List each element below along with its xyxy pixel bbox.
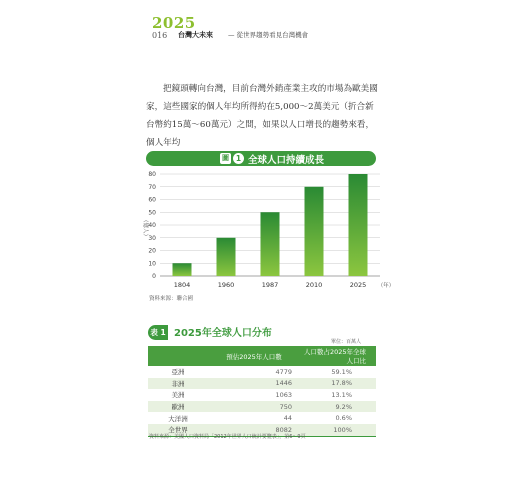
bar-2010: [305, 187, 324, 276]
region-cell: 大洋洲: [168, 414, 188, 423]
share-cell: 0.6%: [335, 414, 352, 423]
table-row: [148, 401, 376, 413]
population-cell: 1446: [208, 378, 300, 390]
y-tick-label: 30: [148, 234, 156, 242]
share-cell: 13.1%: [331, 390, 352, 399]
table-title: 2025年全球人口分布: [174, 328, 272, 339]
body-paragraph: [146, 80, 382, 152]
book-subtitle: — 從世界趨勢看見台灣機會: [228, 31, 309, 39]
figure-banner: [146, 151, 376, 166]
x-tick-label: 2025: [349, 281, 367, 289]
y-tick-label: 10: [148, 260, 156, 268]
y-tick-label: 60: [148, 196, 156, 204]
region-cell: 美洲: [171, 391, 185, 400]
population-cell: 1063: [275, 390, 292, 399]
figure-title: 全球人口持續成長: [248, 155, 325, 166]
share-cell: 9.2%: [300, 401, 376, 413]
table-header-row: [148, 346, 376, 366]
table-row: [148, 378, 376, 390]
bar-2025: [349, 174, 368, 276]
table-row: [148, 412, 376, 424]
x-tick-label: 1987: [261, 281, 279, 289]
population-cell: 44: [283, 414, 292, 423]
figure-number: 1: [233, 153, 244, 164]
population-cell: 8082: [208, 424, 300, 436]
table-header-region: [148, 346, 208, 366]
x-tick-label: 1960: [217, 281, 235, 289]
population-table: [148, 346, 376, 437]
share-cell: 100%: [300, 424, 376, 436]
y-tick-label: 80: [148, 171, 156, 178]
region-cell: 亞洲: [171, 368, 185, 377]
region-cell: 全世界: [148, 424, 208, 436]
x-tick-label: 2010: [305, 281, 323, 289]
population-bar-chart: [130, 166, 400, 294]
table-source: 資料來源：美國人口資料局「2012年世界人口統計要覽表」，第6～9頁: [149, 434, 306, 440]
bar-1987: [261, 212, 280, 276]
table-header-population: 預估2025年人口數: [208, 346, 300, 366]
header-year: 2025: [152, 14, 196, 32]
table-row: [148, 389, 376, 401]
population-cell: 4779: [275, 367, 292, 376]
table-header-share: 人口數占2025年全球人口比: [300, 346, 376, 366]
book-title: 台灣大未來: [178, 31, 213, 39]
share-cell: 59.1%: [331, 367, 352, 376]
figure-badge: 圖: [222, 154, 229, 162]
share-cell: 17.8%: [300, 378, 376, 390]
table-badge: 表 1: [148, 325, 168, 340]
population-cell: 750: [208, 401, 300, 413]
y-axis-label: （億人）: [142, 216, 148, 240]
table-row: [148, 366, 376, 378]
page-number: 016: [152, 31, 168, 40]
bar-1960: [217, 238, 236, 276]
y-tick-label: 40: [148, 222, 156, 229]
y-tick-label: 20: [148, 247, 156, 255]
bar-1804: [173, 263, 192, 276]
region-cell: 非洲: [148, 378, 208, 390]
table-unit: 單位：百萬人: [331, 339, 362, 345]
paragraph-text: 把鏡頭轉向台灣，目前台灣外銷產業主攻的市場為歐美國家，這些國家的個人年均所得約在5,000～2萬美元（折合新台幣約15萬～60萬元）之間，如果以人口增長的趨勢來看，個人年均: [146, 84, 378, 148]
y-tick-label: 70: [148, 183, 156, 191]
figure-source: 資料來源：聯合國: [149, 296, 194, 302]
y-tick-label: 0: [152, 273, 156, 280]
x-tick-label: 1804: [173, 281, 191, 289]
y-tick-label: 50: [148, 209, 156, 217]
region-cell: 歐洲: [148, 401, 208, 413]
x-axis-label: （年）: [377, 283, 395, 289]
